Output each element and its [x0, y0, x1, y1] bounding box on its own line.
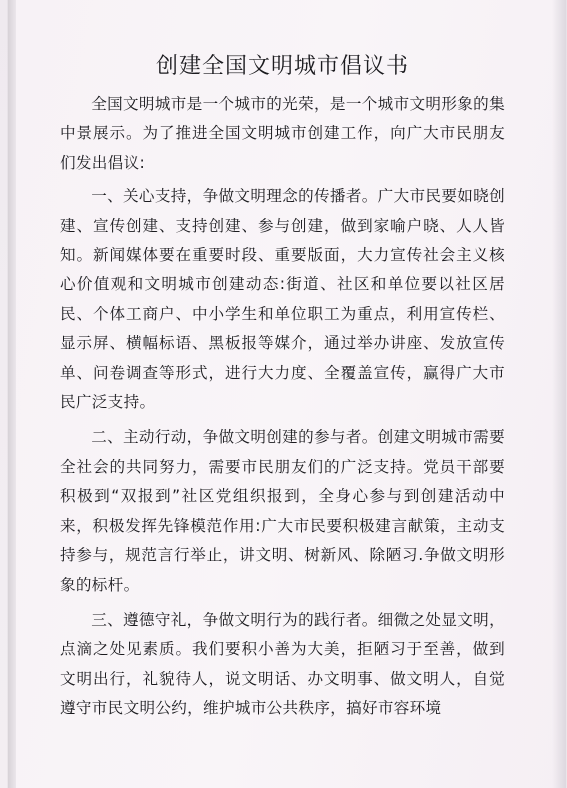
document-title: 创建全国文明城市倡议书 — [155, 54, 409, 79]
paper-left-edge — [8, 0, 16, 788]
paper-right-edge — [552, 0, 566, 788]
paragraph-three: 三、遵德守礼，争做文明行为的践行者。细微之处显文明，点滴之处见素质。我们要积小善为大美，拒陋习于至善，做到文明出行，礼貌待人，说文明话、办文明事、做文明人，自觉遵守市民文明公约，维护城市公共秩序，搞好市容环境 — [60, 610, 505, 718]
paragraph-one: 一、关心支持，争做文明理念的传播者。广大市民要如晓创建、宣传创建、支持创建、参与创建，做到家喻户晓、人人皆知。新闻媒体要在重要时段、重要版面，大力宣传社会主义核心价值观和文明城市创建动态:街道、社区和单位要以社区居民、个体工商户、中小学生和单位职工为重点，利用宣传栏、显示屏、横幅标语、黑板报等媒介，通过举办讲座、发放宣传单、问卷调查等形式，进行大力度、全覆盖宣传，赢得广大市民广泛支持。 — [60, 187, 505, 412]
paragraph-intro: 全国文明城市是一个城市的光荣，是一个城市文明形象的集中景展示。为了推进全国文明城市创建工作，向广大市民朋友们发出倡议: — [60, 95, 505, 172]
document-body — [60, 50, 505, 730]
paragraph-two: 二、主动行动，争做文明创建的参与者。创建文明城市需要全社会的共同努力，需要市民朋友们的广泛支持。党员干部要积极到“双报到”社区党组织报到，全身心参与到创建活动中来，积极发挥先锋模范作用:广大市民要积极建言献策，主动支持参与，规范言行举止，讲文明、树新风、除陋习.争做文明形象的标杆。 — [60, 428, 505, 594]
